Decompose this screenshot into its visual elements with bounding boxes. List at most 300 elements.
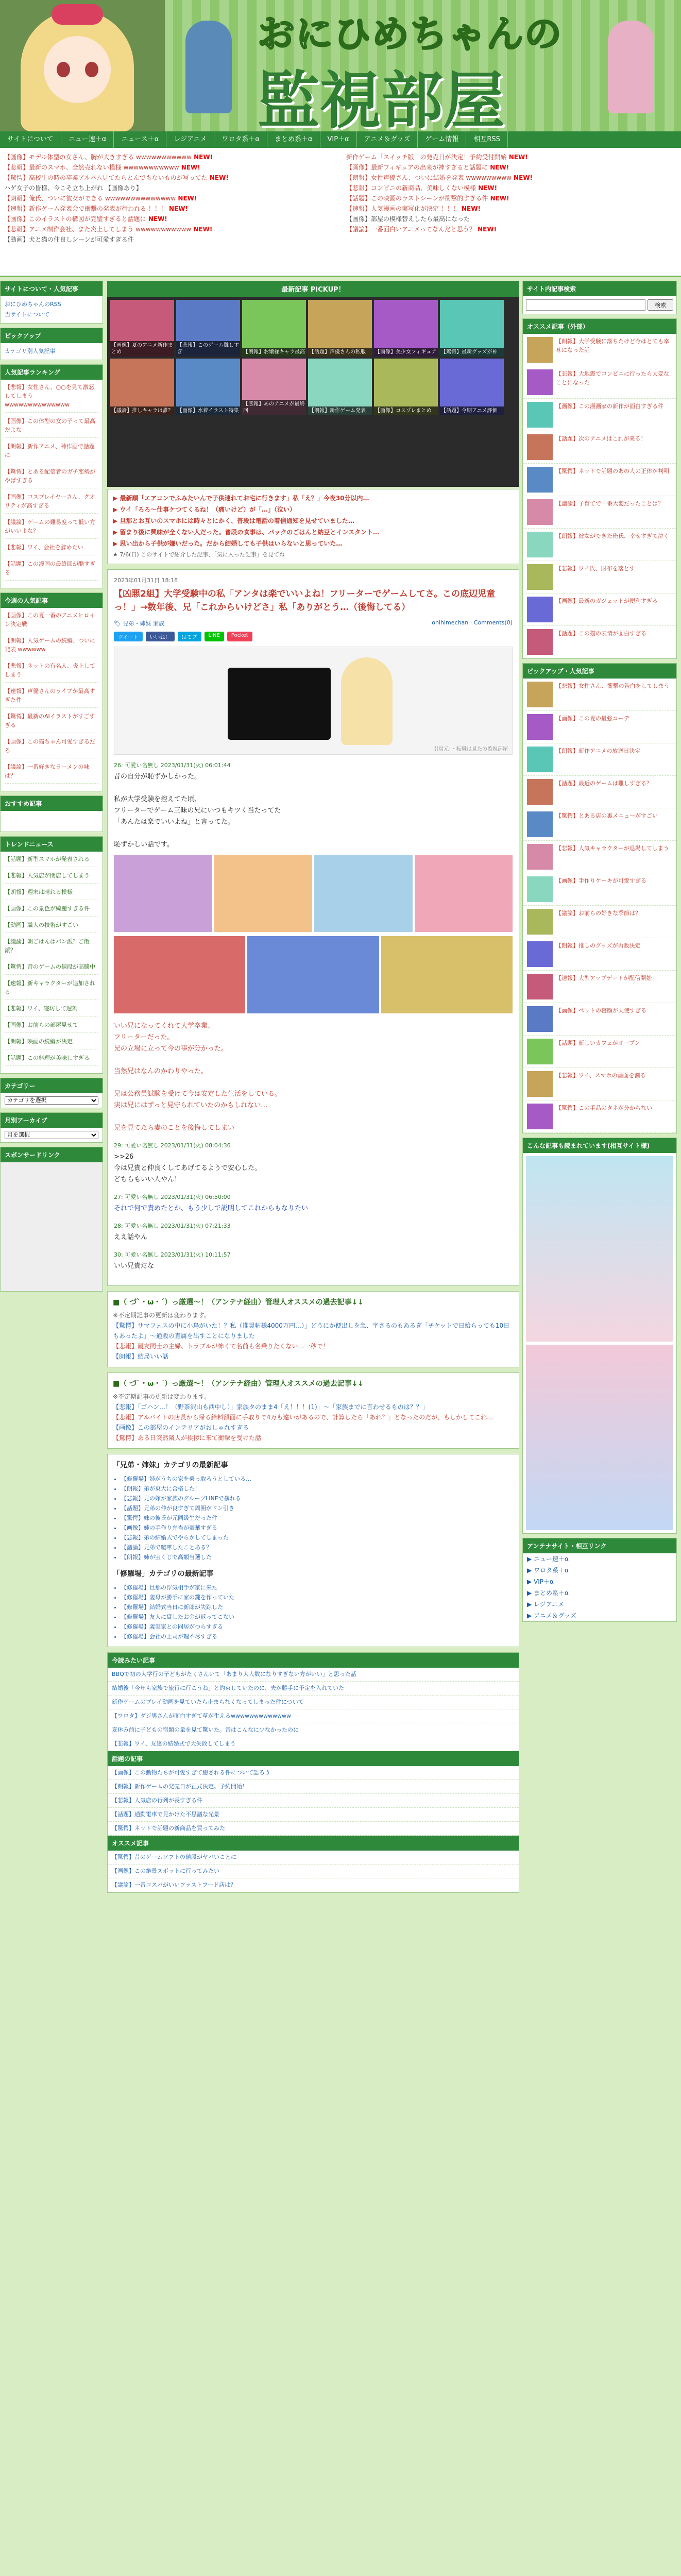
recent-article-link[interactable]: 【議論】一番コスパがいいファストフード店は？ — [108, 1878, 519, 1892]
related-note-2: ※不定期記事の更新は変わります。 — [113, 1393, 211, 1400]
category-article-link[interactable]: • 【修羅場】旦那の浮気相手が家に来た — [121, 1583, 514, 1592]
pickup-thumb[interactable] — [440, 300, 504, 357]
article-title[interactable]: 【驚愕】とある店の裏メニューがすごい — [556, 812, 658, 819]
pickup-thumb[interactable] — [110, 359, 174, 415]
sidebar-article[interactable] — [523, 776, 676, 808]
chibi-character — [185, 21, 232, 113]
sidebar-article[interactable] — [523, 594, 676, 626]
category-article-link[interactable]: • 【修羅場】姉がうちの家を乗っ取ろうとしている… — [121, 1474, 514, 1484]
recent-article-link[interactable]: 【驚愕】ネットで話題の新商品を買ってみた — [108, 1822, 519, 1836]
sidebar-article[interactable] — [523, 1036, 676, 1068]
pickup-title: 最新記事 PICKUP！ — [107, 281, 519, 297]
article-title[interactable]: 【悲報】女性さん、衝撃の告白をしてしまう — [556, 683, 670, 689]
pickup-thumb-title[interactable]: 【画像】美少女フィギュア — [374, 348, 438, 357]
sidebar-article[interactable] — [523, 679, 676, 711]
sidebar-article[interactable] — [523, 626, 676, 658]
monitor-image — [228, 668, 331, 740]
pickup-thumb-title[interactable]: 【画像】コスプレまとめ — [374, 406, 438, 415]
sidebar-article-link[interactable]: 【悲報】ネットの有名人、炎上してしまう — [5, 662, 98, 683]
article-thumb[interactable] — [527, 499, 553, 525]
article-title[interactable]: 【画像】最新のガジェットが便利すぎる — [556, 598, 658, 604]
antenna-link[interactable]: ▶ レジアニメ — [527, 1601, 565, 1608]
response-body: ええ話やん — [114, 1233, 148, 1241]
news-text[interactable]: 【画像】このイラストの構図が完璧すぎると話題に — [4, 215, 146, 223]
nav-link[interactable]: レジアニメ — [166, 131, 214, 148]
news-item[interactable] — [346, 152, 676, 162]
article-title[interactable]: 【画像】手作りケーキが可愛すぎる — [556, 877, 646, 884]
sidebar-article-link[interactable]: 【悲報】女性さん、○○を見て激怒してしまう wwwwwwwwwwwwww — [5, 383, 98, 413]
share-button[interactable]: いいね！ — [146, 632, 175, 641]
search-box — [522, 281, 677, 314]
news-text[interactable]: 【速報】新作ゲーム発表会で衝撃の発表が行われる ！！！ — [4, 205, 167, 212]
recent-article-link[interactable]: 【画像】この動物たちが可愛すぎて癒される件について語ろう — [108, 1766, 519, 1780]
nav-link[interactable]: ニュース＋α — [114, 131, 166, 148]
article-thumb[interactable] — [527, 337, 553, 363]
news-text[interactable]: 【朗報】俺氏、ついに彼女ができる wwwwwwwwwwwwww — [4, 195, 176, 202]
category-box — [0, 1078, 103, 1108]
news-text[interactable]: ハゲ女子の皆様、今こそ立ち上がれ 【画像あり】 — [4, 184, 142, 192]
news-text[interactable]: 【画像】部屋の模様替えしたら最高になった — [346, 215, 470, 223]
recent-article-link[interactable]: 【画像】この絶景スポットに行ってみたい — [108, 1865, 519, 1878]
sidebar-article-link[interactable]: 【朗報】週末は晴れる模様 — [5, 888, 98, 900]
article-thumb[interactable] — [527, 369, 553, 395]
news-item[interactable] — [4, 234, 334, 245]
friends-header: こんな記事も読まれています(相互サイト様) — [523, 1138, 676, 1153]
category-header: カテゴリー — [1, 1078, 103, 1093]
response — [114, 1222, 513, 1243]
response-header: 28: 可愛い名無し 2023/01/31(火) 07:21:33 — [114, 1223, 231, 1229]
banner-image[interactable] — [526, 1156, 673, 1342]
news-text[interactable]: 【議論】一番面白いアニメってなんだと思う？ — [346, 226, 475, 233]
new-badge: NEW! — [166, 205, 188, 212]
related-note-1: ※不定期記事の更新は変わります。 — [113, 1312, 211, 1319]
response-header: 30: 可愛い名無し 2023/01/31(火) 10:11:57 — [114, 1251, 231, 1258]
article-title[interactable]: 【議論】子育てで一番大変だったことは？ — [556, 500, 663, 507]
character-image — [341, 657, 393, 745]
category-article-link[interactable]: • 【朗報】姉が宝くじで高額当選した — [121, 1552, 514, 1562]
category-latest-title-1: 「兄弟・姉妹」カテゴリの最新記事 — [113, 1461, 228, 1469]
header-news-panel — [0, 148, 681, 277]
sidebar-article[interactable] — [523, 399, 676, 431]
sidebar-article[interactable] — [523, 841, 676, 873]
sidebar-article-link[interactable]: 【朗報】新作アニメ、神作画で話題に — [5, 442, 98, 463]
about-link[interactable]: 当サイトについて — [5, 311, 50, 318]
category-latest — [107, 1454, 519, 1647]
category-article-link[interactable]: • 【画像】姉の手作り弁当が豪華すぎる — [121, 1523, 514, 1533]
news-item[interactable] — [4, 152, 334, 162]
sidebar-article-link[interactable]: 【悲報】ワイ、寝坊して遅刻 — [5, 1004, 98, 1016]
nav-link[interactable]: アニメ＆グッズ — [357, 131, 418, 148]
article-title[interactable]: 【朗報】推しのグッズが再販決定 — [556, 942, 641, 949]
response — [114, 761, 513, 1013]
article-thumb[interactable] — [527, 779, 553, 805]
main-content — [107, 281, 519, 1893]
news-text[interactable]: 【驚愕】高校生の時の卒業アルバム見てたらとんでもないものが写ってた — [4, 174, 208, 181]
article-thumb[interactable] — [527, 629, 553, 655]
sidebar-article-link[interactable]: 【議論】朝ごはんはパン派？ご飯派？ — [5, 937, 98, 958]
article-title[interactable]: 【朗報】彼女ができた俺氏、幸せすぎて泣く — [556, 533, 669, 539]
comments-link[interactable]: Comments(0) — [473, 619, 513, 626]
sidebar-article-link[interactable]: 【動画】職人の技術がすごい — [5, 921, 98, 933]
recent-article-link[interactable]: 新作ゲームのプレイ動画を見ていたら止まらなくなってしまった件について — [108, 1696, 519, 1709]
sidebar-article-link[interactable]: 【画像】この夏一番のアニメヒロイン決定戦 — [5, 611, 98, 632]
response — [114, 1250, 513, 1272]
nav-link[interactable]: 相互RSS — [466, 131, 508, 148]
recent-article-link[interactable]: BBQで初の大学行の子どもがたくさんいて「あまり大人数になりすぎない方がいい」と思った話 — [108, 1668, 519, 1682]
article-thumb[interactable] — [527, 909, 553, 935]
news-text[interactable]: 【話題】この映画のラストシーンが衝撃的すぎる件 — [346, 195, 488, 202]
antenna-header: ピックアップ・人気記事 — [523, 664, 676, 679]
sidebar-article-link[interactable]: 【朗報】人気ゲームの続編、ついに発表 wwwwww — [5, 636, 98, 657]
article-title[interactable]: 【議論】お前らの好きな季節は？ — [556, 910, 641, 917]
pickup-thumb[interactable] — [242, 300, 306, 357]
sidebar-article[interactable] — [523, 711, 676, 743]
pickup-thumb[interactable] — [110, 300, 174, 357]
weekly-header: 今週の人気記事 — [1, 593, 103, 608]
news-item[interactable] — [346, 224, 676, 234]
article-title[interactable]: 【話題】この猫の表情が面白すぎる — [556, 630, 646, 637]
news-text[interactable]: 【悲報】コンビニの新商品、美味しくない模様 — [346, 184, 476, 192]
sidebar-article-link[interactable]: 【速報】新キャラクターが追加される — [5, 979, 98, 1000]
news-item[interactable] — [4, 173, 334, 183]
pickup-thumb-title[interactable]: 【朗報】お嬢様キャラ最高 — [242, 348, 306, 357]
new-badge: NEW! — [207, 174, 229, 181]
manga-image — [314, 855, 413, 932]
category-article-link[interactable]: • 【修羅場】友人に貸したお金が返ってこない — [121, 1612, 514, 1622]
article-main-image — [114, 647, 513, 755]
antenna-link[interactable]: ▶ ニュー速＋α — [527, 1555, 569, 1563]
news-item[interactable] — [346, 162, 676, 173]
sidebar-article-link[interactable]: 【画像】この猫ちゃん可愛すぎるだろ — [5, 737, 98, 758]
news-item[interactable] — [4, 193, 334, 204]
pickup-thumb[interactable] — [308, 300, 372, 357]
category-article-link[interactable]: • 【驚愕】妹の彼氏が元同級生だった件 — [121, 1513, 514, 1523]
article-title[interactable]: 【速報】大型アップデートが配信開始 — [556, 975, 652, 981]
related-link[interactable]: 【悲報】アルバイトの店長から帰る給料額面に手取りで4万も違いがあるので、計算したら「あれ？」となったのだが、もしかしてこれ… — [113, 1414, 493, 1421]
article-title[interactable]: 【凶悪2組】大学受験中の私「アンタは楽でいいよね！フリーターでゲームしてさ。この底辺児童っ！」→数年後、兄「これからいけどさ」私「ありがとう…（後悔してる） — [114, 589, 496, 613]
news-text[interactable]: 【朗報】女性声優さん、ついに結婚を発表 wwwwwwwww — [346, 174, 512, 181]
recent-article-link[interactable]: 【朗報】新作ゲームの発売日が正式決定。予約開始！ — [108, 1780, 519, 1794]
article-thumb[interactable] — [527, 974, 553, 999]
news-item[interactable] — [346, 214, 676, 224]
news-text[interactable]: 【速報】人気漫画の実写化が決定 ！！！ — [346, 205, 459, 212]
related-link[interactable]: 【驚愕】サマフェスの中に小鳥がいた！？私（推奨帖様4000万円…）」どうにか便出しを急、字さるのもあるぎ「チケットで日給らっても10日もあったよ」～通販の直属を出すことになりました — [113, 1322, 510, 1340]
author-name[interactable]: onihimechan — [432, 619, 469, 626]
news-text[interactable]: 【画像】最新フィギュアの出来が神すぎると話題に — [346, 164, 488, 171]
response-images — [114, 855, 513, 932]
news-item[interactable] — [4, 204, 334, 214]
news-item[interactable] — [346, 193, 676, 204]
pickup-thumb-title[interactable]: 【悲報】このゲーム難しすぎ — [176, 341, 240, 357]
article-title[interactable]: 【悲報】大地震でコンビニに行ったら大変なことになった — [556, 370, 669, 386]
article-thumb[interactable] — [527, 532, 553, 557]
pickup-thumb[interactable] — [176, 300, 240, 357]
sidebar-article-link[interactable]: 【議論】一番好きなラーメンの味は？ — [5, 762, 98, 784]
article-title[interactable]: 【朗報】大学受験に落ちたけど今はとても幸せになった話 — [556, 338, 669, 353]
sidebar-article[interactable] — [523, 1003, 676, 1036]
category-article-link[interactable]: • 【議論】兄弟で喧嘩したことある？ — [121, 1543, 514, 1552]
recent-article-link[interactable]: 【話題】通勤電車で見かけた不思議な光景 — [108, 1808, 519, 1822]
article-thumb[interactable] — [527, 1039, 553, 1064]
news-item[interactable] — [346, 173, 676, 183]
news-item[interactable] — [4, 162, 334, 173]
article-thumb[interactable] — [527, 1006, 553, 1032]
sidebar-article-link[interactable]: 【画像】お前らの部屋見せて — [5, 1021, 98, 1033]
news-item[interactable] — [346, 204, 676, 214]
sidebar-article[interactable] — [523, 808, 676, 841]
response-body: いい兄になってくれて大学卒業、 フリーターだった。 兄の立場に立って今の事が分かった。 当然兄はなんのかわりやった。 兄は公務員試験を受けて今は安定した生活をしている。 実は兄にはずっと見守られていたのかもしれない… 兄を見てたら妻のことを後悔してしまい — [114, 1022, 282, 1132]
article-title[interactable]: 【画像】ペットの寝顔が天使すぎる — [556, 1007, 646, 1014]
sidebar-article-link[interactable]: 【驚愕】とある配信者のガチ恋勢がやばすぎる — [5, 467, 98, 488]
response-header: 27: 可愛い名無し 2023/01/31(火) 06:50:00 — [114, 1194, 231, 1200]
sidebar-article-link[interactable]: 【画像】この体型の女の子って最高だよな — [5, 417, 98, 438]
article-category[interactable]: 兄弟・姉妹 家族 — [123, 620, 164, 627]
responses — [114, 761, 513, 1272]
banner-image[interactable] — [526, 1345, 673, 1530]
related-link[interactable]: 【朗報】結局いい話 — [113, 1353, 169, 1360]
new-badge: NEW! — [459, 205, 481, 212]
news-item[interactable] — [346, 183, 676, 193]
sidebar-article[interactable] — [523, 366, 676, 399]
search-input[interactable] — [526, 299, 645, 311]
pickup-header: ピックアップ — [1, 328, 103, 343]
recent-article-link[interactable]: 夏休み前に子どもの宿題の量を見て驚いた。昔はこんなに少なかったのに — [108, 1723, 519, 1737]
news-list-left — [4, 152, 334, 245]
category-article-link[interactable]: • 【修羅場】結婚式当日に新郎が失踪した — [121, 1602, 514, 1612]
article — [107, 569, 519, 1286]
article-thumb[interactable] — [527, 402, 553, 428]
manga-image — [114, 936, 245, 1013]
article-title[interactable]: 【悲報】ワイ、スマホの画面を割る — [556, 1072, 646, 1079]
article-title[interactable]: 【画像】この夏の最強コーデ — [556, 715, 629, 722]
response — [114, 1141, 513, 1185]
sidebar-article[interactable] — [523, 971, 676, 1003]
article-date: 2023年01月31日 18:18 — [114, 577, 178, 584]
pickup-thumb-title[interactable]: 【驚愕】最新グッズが神 — [440, 348, 504, 357]
article-title[interactable]: 【驚愕】ネットで話題のあの人の正体が判明 — [556, 468, 669, 474]
article-thumb[interactable] — [527, 1104, 553, 1129]
article-thumb[interactable] — [527, 682, 553, 707]
sidebar-article[interactable] — [523, 431, 676, 464]
recent-article-link[interactable]: 【ワロタ】ダジ男さんが面白すぎて草が生えるwwwwwwwwwwwww — [108, 1709, 519, 1723]
news-text[interactable]: 【悲報】アニメ制作会社、また炎上してしまう wwwwwwwwwww — [4, 226, 192, 233]
category-article-link[interactable]: • 【悲報】兄の嫁が家族のグループLINEで暴れる — [121, 1494, 514, 1503]
pickup-thumb-title[interactable]: 【朗報】新作ゲーム発表 — [308, 406, 372, 415]
ticker-item[interactable]: ▶ 最新順「エアコンでふみたいんで子供連れてお宅に行きます」私「え？」今夜30分以内… — [113, 495, 369, 502]
archive-box — [0, 1112, 103, 1143]
new-badge: NEW! — [488, 195, 509, 202]
antenna-link[interactable]: ▶ アニメ＆グッズ — [527, 1612, 576, 1619]
share-button[interactable]: はてブ — [178, 632, 201, 641]
article-title[interactable]: 【画像】この漫画家の新作が面白すぎる件 — [556, 403, 663, 410]
sidebar-article-link[interactable]: 【話題】この料理が美味しすぎる — [5, 1054, 98, 1066]
recent-article-link[interactable]: 【驚愕】昔のゲームソフトの値段がヤバいことに — [108, 1851, 519, 1865]
response-body: いい兄貴だな — [114, 1262, 155, 1270]
sidebar-article[interactable] — [523, 938, 676, 971]
pickup-thumbs — [107, 297, 519, 418]
article-thumb[interactable] — [527, 844, 553, 870]
search-button[interactable]: 検索 — [648, 299, 673, 311]
article-title[interactable]: 【話題】新しいカフェがオープン — [556, 1040, 640, 1046]
related-link[interactable]: 【画像】この部屋のインテリアがおしゃれすぎる — [113, 1424, 249, 1431]
article-title[interactable]: 【驚愕】この手品のタネが分からない — [556, 1105, 652, 1111]
pickup-thumb-title[interactable]: 【話題】今期アニメ評価 — [440, 406, 504, 415]
mascot-eye-left — [57, 62, 70, 77]
ticker-item[interactable]: ▶ 思い出から子供が嫌いだった。だから結婚しても子供はいらないと思っていた… — [113, 540, 343, 547]
related-link[interactable]: 【驚愕】ある日突然隣人が挨拶に来て衝撃を受けた話 — [113, 1434, 262, 1442]
recent-article-link[interactable]: 結婚後「今年も家族で旅行に行こうね」と約束していたのに、夫が勝手に予定を入れていた — [108, 1682, 519, 1696]
about-box — [0, 281, 103, 324]
sidebar-article[interactable] — [523, 464, 676, 496]
news-item[interactable] — [4, 214, 334, 224]
article-title[interactable]: 【悲報】ワイ氏、財布を落とす — [556, 565, 635, 572]
pickup-sub-link[interactable]: カテゴリ別人気記事 — [5, 348, 56, 354]
article-thumb[interactable] — [527, 714, 553, 740]
news-list-right — [346, 152, 676, 234]
sidebar-article-link[interactable]: 【悲報】ワイ、会社を辞めたい — [5, 543, 98, 555]
sidebar-article-link[interactable]: 【話題】新型スマホが発表される — [5, 855, 98, 867]
ranking-box — [0, 364, 103, 588]
article-thumb[interactable] — [527, 597, 553, 622]
sidebar-article[interactable] — [523, 334, 676, 366]
sidebar-article-link[interactable]: 【悲報】人気店が閉店してしまう — [5, 871, 98, 884]
archive-header: 月別アーカイブ — [1, 1113, 103, 1128]
pickup-thumb-title[interactable]: 【議論】推しキャラは誰？ — [110, 406, 174, 415]
pickup-thumb[interactable] — [374, 359, 438, 415]
category-article-link[interactable]: • 【話題】兄弟の仲が良すぎて周囲がドン引き — [121, 1503, 514, 1513]
sidebar-article-link[interactable]: 【画像】この景色が綺麗すぎる件 — [5, 904, 98, 917]
nav-link[interactable]: ゲーム情報 — [418, 131, 466, 148]
ticker-item[interactable]: ▶ ウイ「ろろ～仕事ケつてくるね！（痛いけど）が「…」（泣い） — [113, 506, 296, 513]
article-thumb[interactable] — [527, 1071, 553, 1097]
sidebar-article[interactable] — [523, 1068, 676, 1100]
sidebar-article-link[interactable]: 【画像】コスプレイヤーさん、クオリティが高すぎる — [5, 493, 98, 514]
recent-header-2: 話題の記事 — [108, 1751, 519, 1766]
antenna2-box — [522, 1538, 677, 1622]
news-item[interactable] — [4, 224, 334, 234]
news-text[interactable]: 【悲報】最新のスマホ、全然売れない模様 wwwwwwwwwww — [4, 164, 179, 171]
sidebar-article[interactable] — [523, 1100, 676, 1133]
nav-link[interactable]: ワロタ系＋α — [214, 131, 267, 148]
article-thumb[interactable] — [527, 467, 553, 493]
article-title[interactable]: 【朗報】新作アニメの放送日決定 — [556, 748, 641, 754]
archive-select[interactable] — [5, 1131, 98, 1139]
share-button[interactable]: Pocket — [227, 632, 252, 641]
article-thumb[interactable] — [527, 747, 553, 772]
antenna-link[interactable]: ▶ まとめ系＋α — [527, 1589, 569, 1597]
sidebar-article-link[interactable]: 【驚愕】最新のAIイラストがすごすぎる — [5, 712, 98, 733]
article-title[interactable]: 【悲報】人気キャラクターが退場してしまう — [556, 845, 669, 852]
category-article-link[interactable]: • 【朗報】弟が東大に合格した！ — [121, 1484, 514, 1494]
nav-link[interactable]: VIP＋α — [320, 131, 357, 148]
recommend-box — [0, 795, 103, 832]
nav-link[interactable]: ニュー速＋α — [61, 131, 114, 148]
recent-article-link[interactable]: 【悲報】ワイ、友達の結婚式で大失敗してしまう — [108, 1737, 519, 1751]
article-title[interactable]: 【話題】最近のゲームは難しすぎる？ — [556, 780, 652, 787]
new-badge: NEW! — [506, 154, 528, 161]
sidebar-article[interactable] — [523, 529, 676, 561]
category-article-link[interactable]: • 【修羅場】義母が勝手に家の鍵を作っていた — [121, 1592, 514, 1602]
manga-image — [114, 855, 212, 932]
share-button[interactable]: LINE — [205, 632, 224, 641]
article-thumb[interactable] — [527, 564, 553, 590]
related-link[interactable]: 【悲報】親友同士の主婦、トラブルが怖くて名前も名乗りたくない…一秒で！ — [113, 1343, 329, 1350]
trend-box — [0, 836, 103, 1074]
weekly-box — [0, 592, 103, 791]
new-badge: NEW! — [191, 154, 213, 161]
category-select[interactable] — [5, 1096, 98, 1105]
article-thumb[interactable] — [527, 941, 553, 967]
article-thumb[interactable] — [527, 811, 553, 837]
category-article-link[interactable]: • 【修羅場】会社の上司が理不尽すぎる — [121, 1632, 514, 1641]
pickup-thumb[interactable] — [440, 359, 504, 415]
ticker-item[interactable]: ▶ 旦那とお互いのスマホには時々とにかく、普段は電話の着信通知を見せていました… — [113, 517, 354, 524]
sidebar-article-link[interactable]: 【議論】ゲームの難易度って低い方がいいよな？ — [5, 518, 98, 539]
response-header: 29: 可愛い名無し 2023/01/31(火) 08:04:36 — [114, 1142, 231, 1149]
sidebar-article[interactable] — [523, 561, 676, 594]
sidebar-article[interactable] — [523, 743, 676, 776]
pickup-thumb-title[interactable]: 【話題】声優さんの私服 — [308, 348, 372, 357]
about-link[interactable]: おにひめちゃんのRSS — [5, 301, 61, 308]
pickup-thumb-title[interactable]: 【画像】水着イラスト特集 — [176, 406, 240, 415]
osusume-header: オススメ記事（外部） — [523, 319, 676, 334]
sidebar-article-link[interactable]: 【驚愕】昔のゲームの値段が高騰中 — [5, 962, 98, 975]
ticker-item[interactable]: ▶ 留まり後に興味が全くない人だった。普段の食事は、パックのごはんと納豆とインスタント… — [113, 529, 380, 536]
headline-ticker — [107, 489, 519, 564]
news-text[interactable]: 【画像】モデル体型の女さん、胸が大きすぎる wwwwwwwwwww — [4, 154, 192, 161]
pickup-thumb[interactable] — [308, 359, 372, 415]
article-meta: 🏷 兄弟・姉妹 家族 onihimechan · Comments(0) — [114, 619, 513, 627]
ranking-list — [1, 380, 103, 588]
category-article-link[interactable]: • 【修羅場】義実家との同居がつらすぎる — [121, 1622, 514, 1632]
news-text[interactable]: 新作ゲーム「スイッチ版」の発売日が決定！予約受付開始 — [346, 154, 507, 161]
sidebar-article[interactable] — [523, 873, 676, 906]
new-badge: NEW! — [488, 164, 509, 171]
article-title[interactable]: 【話題】次のアニメはこれが来る！ — [556, 435, 646, 442]
global-nav — [0, 131, 681, 148]
sidebar-article[interactable] — [523, 906, 676, 938]
pickup-thumb[interactable] — [176, 359, 240, 415]
sidebar-article[interactable] — [523, 496, 676, 529]
category-article-link[interactable]: • 【悲報】弟の結婚式でやらかしてしまった — [121, 1533, 514, 1543]
news-item[interactable] — [4, 183, 334, 193]
ranking-header: 人気記事ランキング — [1, 365, 103, 380]
related-link[interactable]: 【悲報】「ゴハン…！（野茶沢山も西中し）」家族タのまま4「え！！！(1)」～「家族までに言わせるものは？？」 — [113, 1403, 429, 1411]
recent-article-link[interactable]: 【悲報】人気店の行列が長すぎる件 — [108, 1794, 519, 1808]
news-text[interactable]: 【動画】犬と猫の仲良しシーンが可愛すぎる件 — [4, 236, 134, 243]
pickup-thumb-title[interactable]: 【悲報】あのアニメが最終回 — [242, 400, 306, 415]
article-thumb[interactable] — [527, 876, 553, 902]
antenna-link[interactable]: ▶ VIP＋α — [527, 1578, 554, 1585]
sidebar-article-link[interactable]: 【速報】声優さんのライブが最高すぎた件 — [5, 687, 98, 708]
antenna-link[interactable]: ▶ ワロタ系＋α — [527, 1567, 569, 1574]
pickup-thumb[interactable] — [374, 300, 438, 357]
sidebar-article-link[interactable]: 【話題】この漫画の最終回が酷すぎる — [5, 560, 98, 581]
site-title-top[interactable]: おにひめちゃんの — [258, 12, 563, 56]
site-title-main[interactable]: 監視部屋 — [258, 65, 505, 131]
sidebar-article-link[interactable]: 【朗報】映画の続編が決定 — [5, 1037, 98, 1049]
image-caption: 引用元：・転職は見たの監視部屋 — [433, 747, 508, 752]
nav-link[interactable]: まとめ系＋α — [267, 131, 320, 148]
pickup-thumb[interactable] — [242, 359, 306, 415]
article-thumb[interactable] — [527, 434, 553, 460]
nav-link[interactable]: サイトについて — [0, 131, 61, 148]
site-header — [0, 0, 681, 131]
share-button[interactable]: ツイート — [114, 632, 143, 641]
related-title-2: ■（ づ`・ω・´）っ厳選～！（アンテナ経由）管理人オススメの過去記事↓↓ — [113, 1380, 364, 1388]
pickup-thumb-title[interactable]: 【画像】夏のアニメ新作まとめ — [110, 341, 174, 357]
related-box-2 — [107, 1372, 519, 1449]
